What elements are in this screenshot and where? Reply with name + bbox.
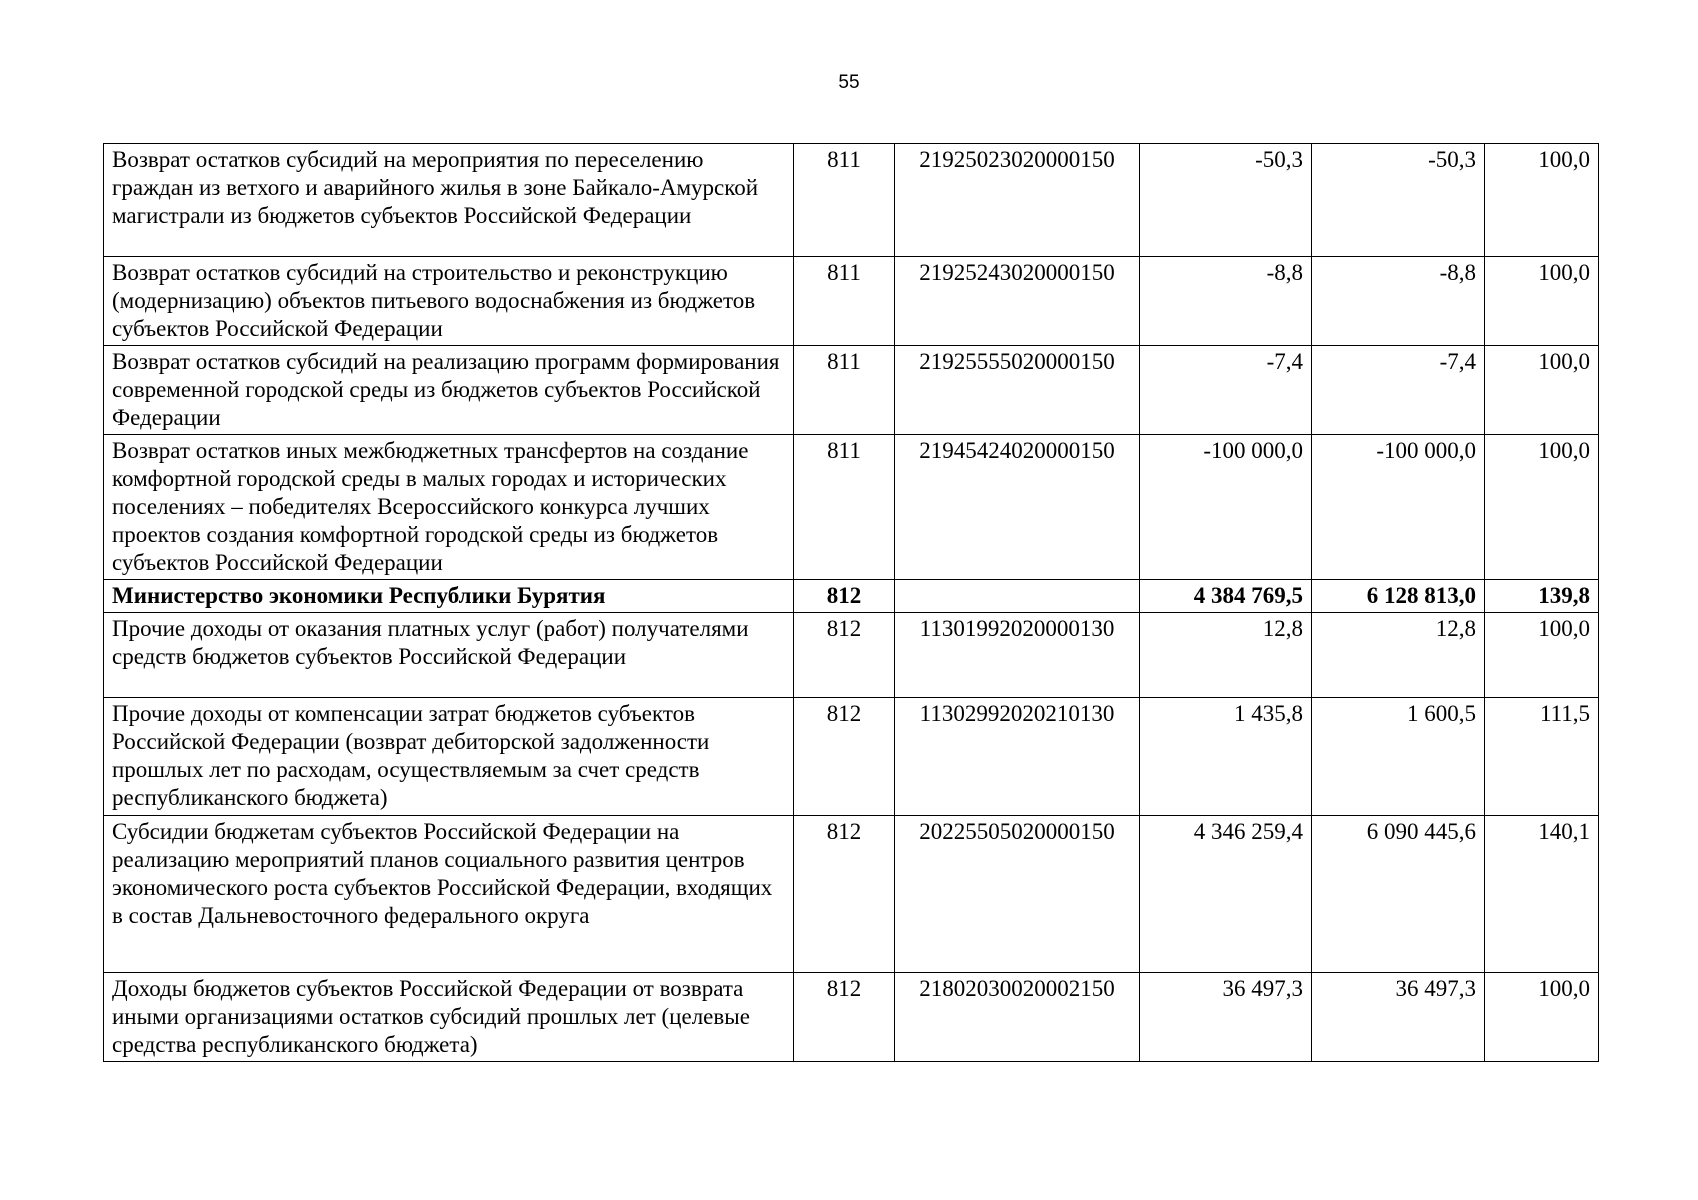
fact-amount-cell: 1 600,5	[1312, 698, 1485, 816]
percent-cell: 100,0	[1485, 973, 1599, 1062]
fact-amount-cell: -7,4	[1312, 346, 1485, 435]
percent-cell: 111,5	[1485, 698, 1599, 816]
table-row	[104, 257, 1599, 346]
plan-amount-cell: -8,8	[1140, 257, 1312, 346]
fact-amount-cell: -100 000,0	[1312, 435, 1485, 580]
table-row	[104, 816, 1599, 973]
table-row	[104, 435, 1599, 580]
percent-cell: 100,0	[1485, 435, 1599, 580]
percent-cell: 100,0	[1485, 144, 1599, 257]
plan-amount-cell: 12,8	[1140, 613, 1312, 698]
budget-code-cell: 21945424020000150	[895, 435, 1140, 580]
percent-cell: 100,0	[1485, 613, 1599, 698]
plan-amount-cell: 4 384 769,5	[1140, 580, 1312, 613]
revenue-name-cell: Субсидии бюджетам субъектов Российской Федерации на реализацию мероприятий планов социального развития центров экономического роста субъектов Российской Федерации, входящих в состав Дальневосточного федерального округа	[104, 816, 794, 973]
fact-amount-cell: 6 090 445,6	[1312, 816, 1485, 973]
revenue-name-cell: Возврат остатков субсидий на строительство и реконструкцию (модернизацию) объектов питьевого водоснабжения из бюджетов субъектов Российской Федерации	[104, 257, 794, 346]
percent-cell: 100,0	[1485, 346, 1599, 435]
table-row-ministry-total	[104, 580, 1599, 613]
admin-code-cell: 811	[794, 257, 895, 346]
admin-code-cell: 812	[794, 816, 895, 973]
revenue-name-cell: Прочие доходы от оказания платных услуг (работ) получателями средств бюджетов субъектов Российской Федерации	[104, 613, 794, 698]
revenue-name-cell: Доходы бюджетов субъектов Российской Федерации от возврата иными организациями остатков субсидий прошлых лет (целевые средства республиканского бюджета)	[104, 973, 794, 1062]
plan-amount-cell: -7,4	[1140, 346, 1312, 435]
page-number: 55	[838, 72, 860, 93]
budget-code-cell: 21802030020002150	[895, 973, 1140, 1062]
fact-amount-cell: 6 128 813,0	[1312, 580, 1485, 613]
budget-code-cell: 21925243020000150	[895, 257, 1140, 346]
plan-amount-cell: -100 000,0	[1140, 435, 1312, 580]
ministry-name-cell: Министерство экономики Республики Бурятия	[104, 580, 794, 613]
plan-amount-cell: 4 346 259,4	[1140, 816, 1312, 973]
plan-amount-cell: -50,3	[1140, 144, 1312, 257]
revenue-table	[103, 143, 1599, 1062]
plan-amount-cell: 1 435,8	[1140, 698, 1312, 816]
table-row	[104, 346, 1599, 435]
admin-code-cell: 811	[794, 346, 895, 435]
fact-amount-cell: 36 497,3	[1312, 973, 1485, 1062]
fact-amount-cell: -8,8	[1312, 257, 1485, 346]
table-row	[104, 698, 1599, 816]
revenue-name-cell: Возврат остатков субсидий на мероприятия по переселению граждан из ветхого и аварийного жилья в зоне Байкало-Амурской магистрали из бюджетов субъектов Российской Федерации	[104, 144, 794, 257]
fact-amount-cell: -50,3	[1312, 144, 1485, 257]
table-row	[104, 613, 1599, 698]
table-row	[104, 973, 1599, 1062]
admin-code-cell: 812	[794, 613, 895, 698]
admin-code-cell: 812	[794, 698, 895, 816]
budget-code-cell: 20225505020000150	[895, 816, 1140, 973]
percent-cell: 100,0	[1485, 257, 1599, 346]
percent-cell: 140,1	[1485, 816, 1599, 973]
fact-amount-cell: 12,8	[1312, 613, 1485, 698]
admin-code-cell: 811	[794, 144, 895, 257]
budget-code-cell: 21925023020000150	[895, 144, 1140, 257]
budget-code-cell: 21925555020000150	[895, 346, 1140, 435]
admin-code-cell: 812	[794, 580, 895, 613]
percent-cell: 139,8	[1485, 580, 1599, 613]
table-row	[104, 144, 1599, 257]
admin-code-cell: 811	[794, 435, 895, 580]
revenue-name-cell: Возврат остатков субсидий на реализацию программ формирования современной городской среды из бюджетов субъектов Российской Федерации	[104, 346, 794, 435]
budget-code-cell: 11301992020000130	[895, 613, 1140, 698]
admin-code-cell: 812	[794, 973, 895, 1062]
budget-code-cell: 11302992020210130	[895, 698, 1140, 816]
plan-amount-cell: 36 497,3	[1140, 973, 1312, 1062]
revenue-name-cell: Возврат остатков иных межбюджетных трансфертов на создание комфортной городской среды в малых городах и исторических поселениях – победителях Всероссийского конкурса лучших проектов создания комфортной городской среды из бюджетов субъектов Российской Федерации	[104, 435, 794, 580]
budget-code-cell	[895, 580, 1140, 613]
revenue-name-cell: Прочие доходы от компенсации затрат бюджетов субъектов Российской Федерации (возврат дебиторской задолженности прошлых лет по расходам, осуществляемым за счет средств республиканского бюджета)	[104, 698, 794, 816]
